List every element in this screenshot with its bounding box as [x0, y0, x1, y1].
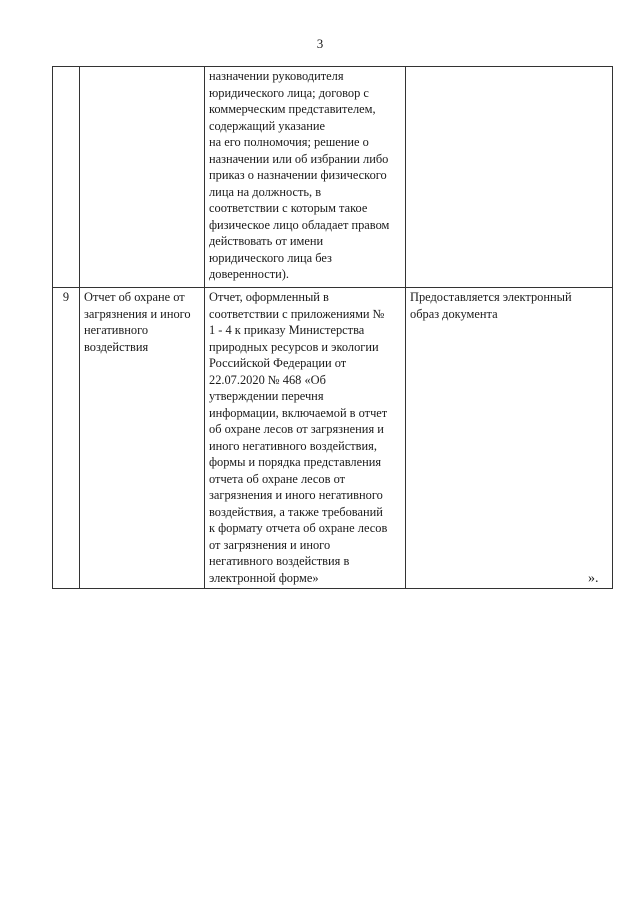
requirement-line: Отчет, оформленный в [209, 290, 329, 304]
document-table [52, 66, 613, 589]
document-name-line: загрязнения и иного [84, 306, 191, 321]
requirement-line: соответствии с приложениями № [209, 306, 385, 321]
requirement-line: загрязнения и иного негативного [209, 488, 383, 502]
requirement-cell [205, 288, 406, 589]
document-name-cell [80, 67, 205, 288]
note-line: образ документа [410, 306, 498, 321]
requirement-line: назначении руководителя [209, 69, 344, 83]
note-cell [406, 67, 613, 288]
row-number-cell: 9 [53, 288, 80, 589]
requirement-line: утверждении перечня [209, 389, 324, 403]
table-row-continuation [53, 67, 613, 288]
requirement-line: негативного воздействия в [209, 554, 350, 568]
requirement-line: Российской Федерации от [209, 356, 347, 370]
requirement-line: природных ресурсов и экологии [209, 339, 379, 354]
document-name-line: Отчет об охране от [84, 290, 185, 304]
requirement-line: 1 - 4 к приказу Министерства [209, 323, 365, 337]
requirement-line: на его полномочия; решение о [209, 135, 369, 149]
requirement-line: электронной форме» [209, 570, 319, 585]
requirement-line: действовать от имени [209, 234, 324, 248]
requirement-line: формы и порядка представления [209, 455, 382, 469]
table-row-9 [53, 288, 613, 589]
requirement-line: назначении или об избрании либо [209, 151, 389, 166]
requirement-line: юридического лица без [209, 250, 332, 265]
requirement-line: приказ о назначении физического [209, 168, 387, 182]
requirement-line: информации, включаемой в отчет [209, 405, 388, 420]
page-number: 3 [316, 36, 324, 51]
document-name-line: негативного [84, 323, 149, 337]
requirement-line: отчета об охране лесов от [209, 471, 346, 486]
row-number-cell [53, 67, 80, 288]
note-cell [406, 288, 613, 589]
requirement-line: 22.07.2020 № 468 «Об [209, 372, 326, 387]
requirement-line: соответствии с которым такое [209, 201, 368, 215]
closing-quote-mark: ». [588, 571, 599, 586]
requirement-line: содержащий указание [209, 118, 325, 133]
note-line: Предоставляется электронный [410, 290, 572, 304]
requirement-line: физическое лицо обладает правом [209, 217, 390, 232]
requirement-line: юридического лица; договор с [209, 85, 369, 100]
document-name-cell [80, 288, 205, 589]
requirement-cell [205, 67, 406, 288]
requirement-line: воздействия, а также требований [209, 504, 383, 519]
requirement-line: к формату отчета об охране лесов [209, 521, 388, 535]
requirement-line: иного негативного воздействия, [209, 438, 377, 453]
requirement-line: от загрязнения и иного [209, 537, 331, 552]
requirement-line: лица на должность, в [209, 184, 322, 199]
requirement-line: доверенности). [209, 267, 290, 281]
document-name-line: воздействия [84, 339, 149, 354]
requirement-line: коммерческим представителем, [209, 102, 376, 116]
requirement-line: об охране лесов от загрязнения и [209, 422, 384, 436]
